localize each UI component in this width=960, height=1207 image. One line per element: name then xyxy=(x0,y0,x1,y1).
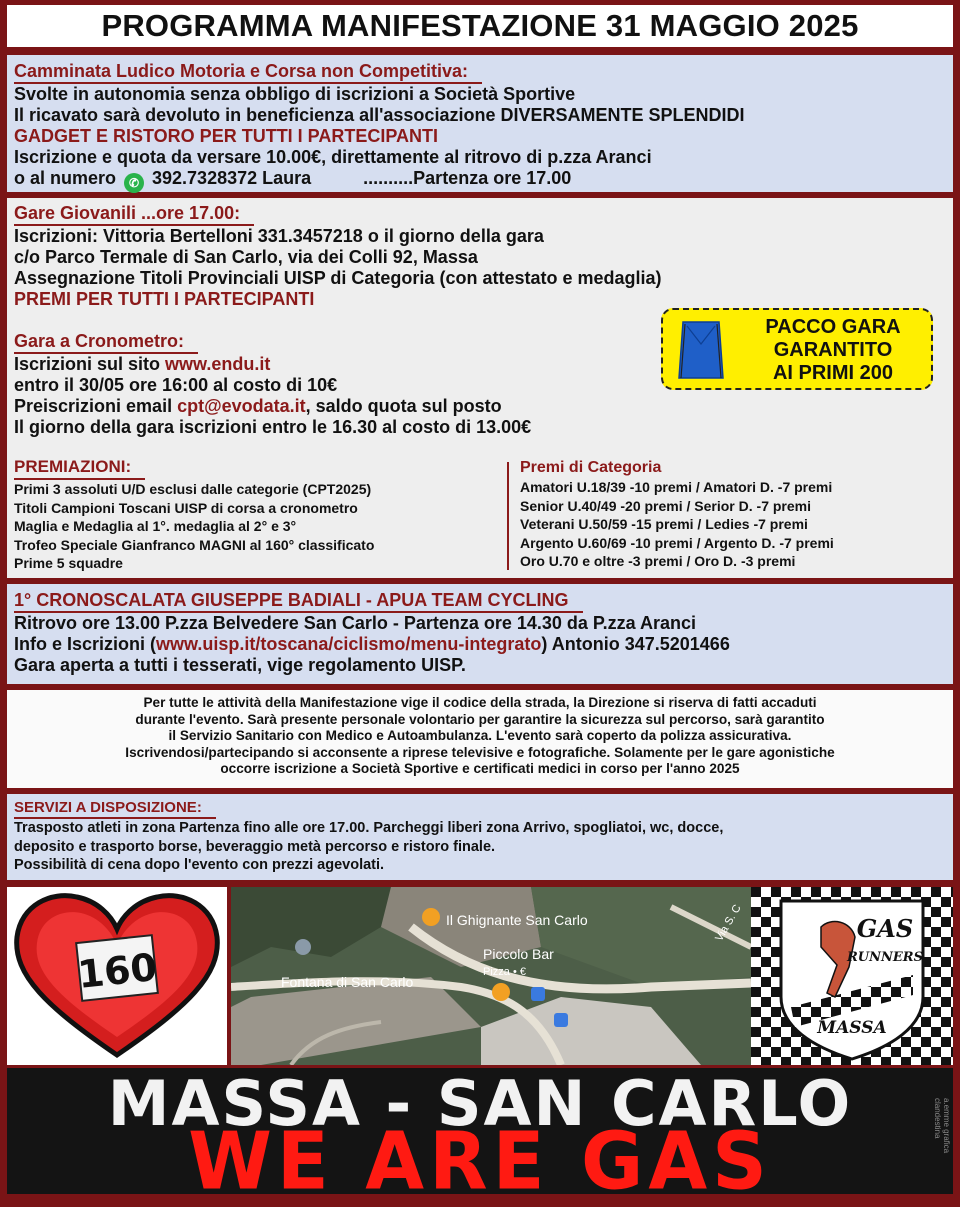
camminata-section xyxy=(7,55,953,192)
giovanili-section xyxy=(7,198,953,578)
camminata-line4 xyxy=(14,168,953,193)
premiazioni-item: Primi 3 assoluti U/D esclusi dalle categorie (CPT2025) xyxy=(14,481,372,497)
camminata-line4-label: o al numero xyxy=(14,168,117,188)
map-label-ghignante: Il Ghignante San Carlo xyxy=(446,912,588,928)
notice-section xyxy=(7,690,953,788)
pacco-line1: PACCO GARA xyxy=(765,316,901,338)
servizi-item: Trasposto atleti in zona Partenza fino alle ore 17.00. Parcheggi liberi zona Arrivo, spogliatoi, wc, docce, xyxy=(14,820,724,836)
cronometro-heading: Gara a Cronometro: xyxy=(14,330,198,354)
notice-line: Per tutte le attività della Manifestazione vige il codice della strada, la Direzione si riserva di fatti accaduti xyxy=(143,695,817,710)
map-image[interactable] xyxy=(231,887,751,1065)
heart-logo xyxy=(7,887,227,1065)
page-title: PROGRAMMA MANIFESTAZIONE 31 MAGGIO 2025 xyxy=(7,5,953,47)
camminata-phone: 392.7328372 Laura xyxy=(152,168,312,188)
banner-line1: MASSA - SAN CARLO xyxy=(107,1067,853,1140)
cronoscalata-section xyxy=(7,584,953,684)
giovanili-heading: Gare Giovanili ...ore 17.00: xyxy=(14,202,254,226)
camminata-gadget: GADGET E RISTORO PER TUTTI I PARTECIPANTI xyxy=(14,126,439,146)
camminata-heading: Camminata Ludico Motoria e Corsa non Competitiva: xyxy=(14,60,482,84)
premiazioni-heading: PREMIAZIONI: xyxy=(14,456,145,480)
cronometro-line1-text: Iscrizioni sul sito xyxy=(14,354,166,374)
uisp-link[interactable]: www.uisp.it/toscana/ciclismo/menu-integrato xyxy=(156,634,542,654)
cronoscalata-line2-text: Info e Iscrizioni ( xyxy=(14,634,157,654)
map-label-piccolo-bar: Piccolo Bar xyxy=(483,946,554,962)
column-divider xyxy=(507,462,509,570)
bus-stop-icon[interactable] xyxy=(531,987,545,1001)
categoria-item: Senior U.40/49 -20 premi / Serior D. -7 premi xyxy=(520,497,811,514)
cronoscalata-line2 xyxy=(14,634,953,655)
gas-logo-text: GAS xyxy=(856,914,914,943)
categoria-item: Argento U.60/69 -10 premi / Argento D. -7 premi xyxy=(520,534,834,551)
banner-line2: WE ARE GAS xyxy=(188,1113,772,1207)
giovanili-premi: PREMI PER TUTTI I PARTECIPANTI xyxy=(14,289,315,309)
notice-line: occorre iscrizione a Società Sportive e certificati medici in corso per l'anno 2025 xyxy=(220,761,740,777)
gas-logo-massa: MASSA xyxy=(817,1018,887,1038)
email-link[interactable]: cpt@evodata.it xyxy=(177,396,306,416)
heart-icon xyxy=(7,887,227,1065)
categoria-item: Oro U.70 e oltre -3 premi / Oro D. -3 premi xyxy=(520,553,796,570)
location-pin-icon[interactable] xyxy=(295,939,311,955)
heart-text: 160 xyxy=(75,944,160,998)
restaurant-pin-icon[interactable] xyxy=(492,983,510,1001)
premiazioni-item: Trofeo Speciale Gianfranco MAGNI al 160° classificato xyxy=(14,536,375,553)
giovanili-line2: c/o Parco Termale di San Carlo, via dei Colli 92, Massa xyxy=(14,247,478,267)
cronometro-line2: entro il 30/05 ore 16:00 al costo di 10€ xyxy=(14,375,338,395)
notice-line: Iscrivendosi/partecipando si acconsente a riprese televisive e fotografiche. Solamente per le gare agonistiche xyxy=(125,744,835,760)
gas-logo-runners: RUNNERS xyxy=(846,950,924,965)
categoria-heading: Premi di Categoria xyxy=(520,459,662,476)
notice-line: il Servizio Sanitario con Medico e Autoambulanza. L'evento sarà coperto da polizza assicurativa. xyxy=(168,728,792,744)
cronometro-line4: Il giorno della gara iscrizioni entro le 16.30 al costo di 13.00€ xyxy=(14,417,532,437)
pacco-line3: AI PRIMI 200 xyxy=(772,362,894,384)
cronometro-line3 xyxy=(14,396,953,417)
pacco-gara-badge xyxy=(661,308,933,390)
servizi-section xyxy=(7,794,953,880)
giovanili-line3: Assegnazione Titoli Provinciali UISP di Categoria (con attestato e medaglia) xyxy=(14,268,662,288)
map-label-road: Via S. C xyxy=(713,902,744,944)
giovanili-line1: Iscrizioni: Vittoria Bertelloni 331.3457218 o il giorno della gara xyxy=(14,226,544,246)
bus-stop-icon[interactable] xyxy=(554,1013,568,1027)
servizi-heading: SERVIZI A DISPOSIZIONE: xyxy=(14,799,216,819)
image-row xyxy=(7,887,953,1065)
premiazioni-block xyxy=(14,456,954,574)
banner-credit: a.emme grafica clandestina xyxy=(933,1098,951,1154)
premiazioni-item: Titoli Campioni Toscani UISP di corsa a cronometro xyxy=(14,499,358,516)
pacco-line2: GARANTITO xyxy=(773,339,893,361)
camminata-line1: Svolte in autonomia senza obbligo di iscrizioni a Società Sportive xyxy=(14,84,576,104)
bottom-banner xyxy=(7,1067,953,1207)
cronoscalata-line3: Gara aperta a tutti i tesserati, vige regolamento UISP. xyxy=(14,655,466,675)
notice-line: durante l'evento. Sarà presente personale volontario per garantire la sicurezza sul percorso, sarà garantito xyxy=(135,711,825,727)
map-label-piccolo-sub: Pizza • € xyxy=(483,966,526,978)
premiazioni-item: Prime 5 squadre xyxy=(14,555,123,572)
gas-runners-logo xyxy=(751,887,953,1065)
servizi-item: deposito e trasporto borse, beveraggio metà percorso e ristoro finale. xyxy=(14,838,496,855)
endu-link[interactable]: www.endu.it xyxy=(165,354,271,374)
backpack-icon xyxy=(677,316,725,384)
map-label-fontana: Fontana di San Carlo xyxy=(281,974,414,990)
cronoscalata-heading: 1° CRONOSCALATA GIUSEPPE BADIALI - APUA TEAM CYCLING xyxy=(14,589,583,613)
categoria-item: Veterani U.50/59 -15 premi / Ledies -7 premi xyxy=(520,516,808,533)
pacco-text xyxy=(737,316,929,385)
restaurant-pin-icon[interactable] xyxy=(422,908,440,926)
premiazioni-col xyxy=(14,456,494,573)
categoria-col xyxy=(520,458,950,571)
camminata-line2: Il ricavato sarà devoluto in beneficienza all'associazione DIVERSAMENTE SPLENDIDI xyxy=(14,105,745,125)
cronoscalata-line2-suffix: ) Antonio 347.5201466 xyxy=(541,634,730,654)
camminata-line3: Iscrizione e quota da versare 10.00€, direttamente al ritrovo di p.zza Aranci xyxy=(14,147,652,167)
cronometro-line3-text: Preiscrizioni email xyxy=(14,396,178,416)
cronometro-line3-suffix: , saldo quota sul posto xyxy=(305,396,502,416)
categoria-item: Amatori U.18/39 -10 premi / Amatori D. -7 premi xyxy=(520,479,833,495)
camminata-partenza: ..........Partenza ore 17.00 xyxy=(363,168,572,188)
cronoscalata-line1: Ritrovo ore 13.00 P.zza Belvedere San Carlo - Partenza ore 14.30 da P.zza Aranci xyxy=(14,613,696,633)
premiazioni-item: Maglia e Medaglia al 1°. medaglia al 2° e 3° xyxy=(14,518,297,535)
whatsapp-icon: ✆ xyxy=(124,173,144,193)
servizi-item: Possibilità di cena dopo l'evento con prezzi agevolati. xyxy=(14,857,385,874)
